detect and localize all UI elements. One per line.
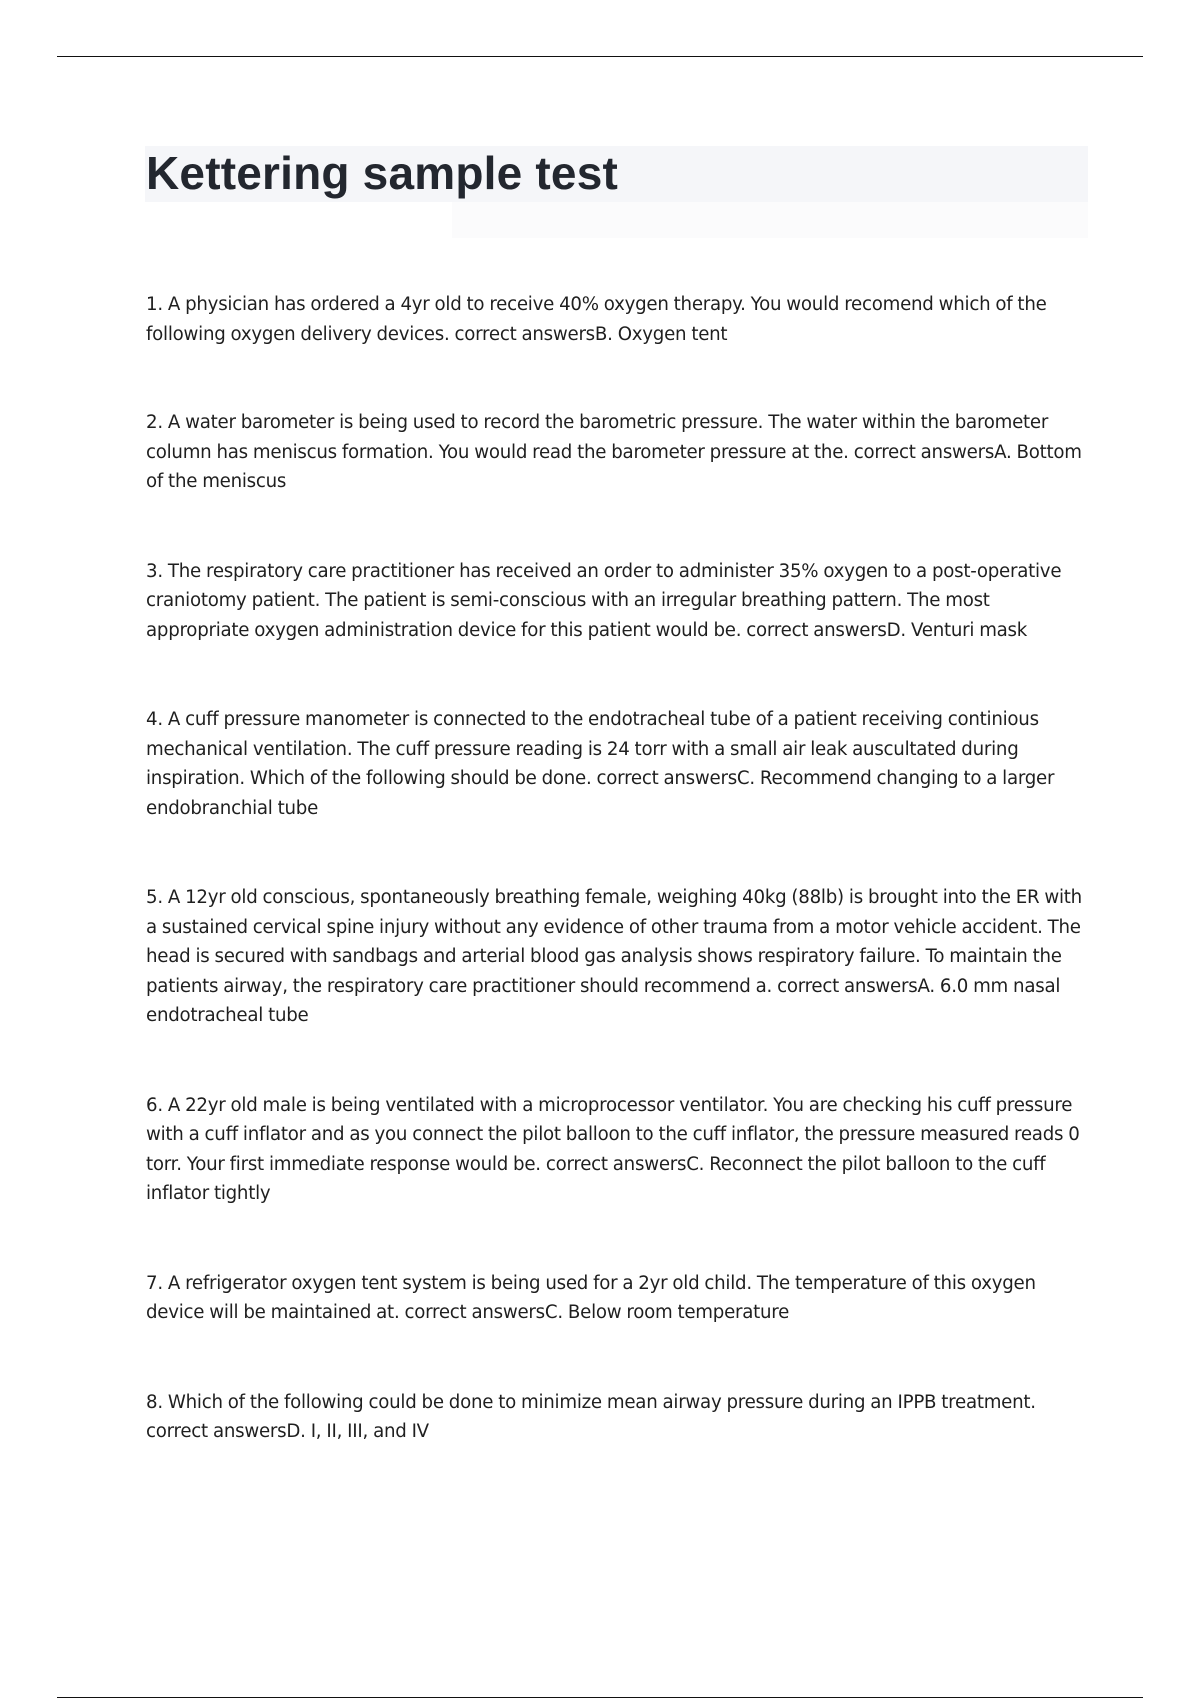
question-list [146,290,1091,1447]
question-item: 7. A refrigerator oxygen tent system is being used for a 2yr old child. The temperature of this oxygen device will be maintained at. correct answersC. Below room temperature [146,1272,1036,1323]
question-item: 4. A cuff pressure manometer is connected to the endotracheal tube of a patient receiving continious mechanical ventilation. The cuff pressure reading is 24 torr with a small air leak auscultated during inspiration. Which of the following should be done. correct answersC. Recommend changing to a larger endobranchial tube [146,709,1055,819]
question-item: 2. A water barometer is being used to record the barometric pressure. The water within the barometer column has meniscus formation. You would read the barometer pressure at the. correct answersA. Bottom of the meniscus [146,412,1082,492]
question-item: 6. A 22yr old male is being ventilated with a microprocessor ventilator. You are checking his cuff pressure with a cuff inflator and as you connect the pilot balloon to the cuff inflator, the pressure measured reads 0 torr. Your first immediate response would be. correct answersC. Reconnect the pilot balloon to the cuff inflator tightly [146,1094,1080,1204]
title-highlight-shadow [452,202,1088,238]
question-item: 5. A 12yr old conscious, spontaneously breathing female, weighing 40kg (88lb) is brought into the ER with a sustained cervical spine injury without any evidence of other trauma from a motor vehicle accident. The head is secured with sandbags and arterial blood gas analysis shows respiratory failure. To maintain the patients airway, the respiratory care practitioner should recommend a. correct answersA. 6.0 mm nasal endotracheal tube [146,887,1082,1026]
question-item: 8. Which of the following could be done to minimize mean airway pressure during an IPPB treatment. correct answersD. I, II, III, and IV [146,1391,1036,1442]
question-item: 3. The respiratory care practitioner has received an order to administer 35% oxygen to a post-operative craniotomy patient. The patient is semi-conscious with an irregular breathing pattern. The most appropriate oxygen administration device for this patient would be. correct answersD. Venturi mask [146,560,1062,641]
question-item: 1. A physician has ordered a 4yr old to receive 40% oxygen therapy. You would recomend which of the following oxygen delivery devices. correct answersB. Oxygen tent [146,294,1047,345]
top-rule [57,56,1143,57]
bottom-rule [57,1697,1143,1698]
page-title: Kettering sample test [146,147,618,199]
